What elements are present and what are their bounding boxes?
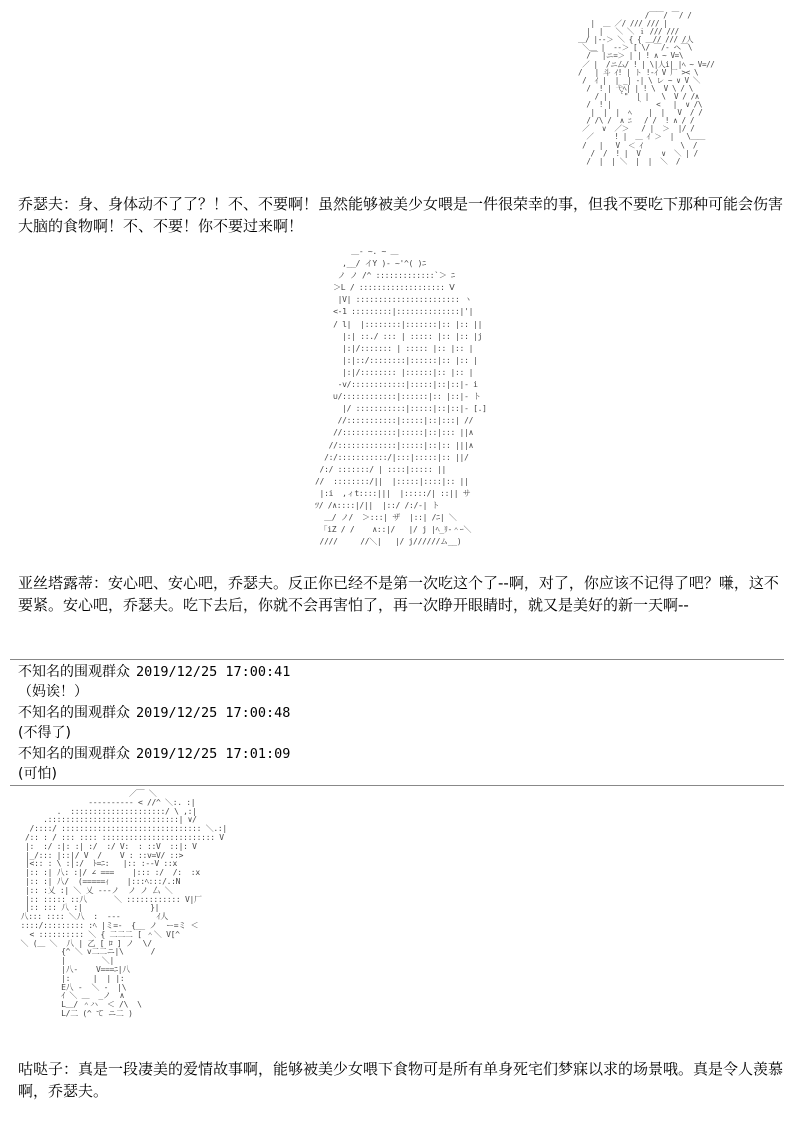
comment-item [18,703,290,744]
dialogue-joseph: 乔瑟夫：身、身体动不了了？！不、不要啊！虽然能够被美少女喂是一件很荣幸的事，但我不要吃下那种可能会伤害大脑的食物啊！不、不要！你不要过来啊！ [18,195,784,235]
comment-user: 不知名的围观群众 [18,705,130,721]
comment-user: 不知名的围观群众 [18,664,130,680]
comment-text: (可怕) [18,766,57,782]
comment-item [18,744,290,785]
ascii-art-top-character: /￣￣/ ￣/ / | ＿ ／/ /// /// | | | ＼ ＼ ｉ /// /// ＿/ |--＞ ＼ { { ＿// /// /人 ＼＿ | --＞ [ \/ ￣/- ヘ￣\ /￣ |ニ=＞ | | ! ∧ ~ V=\ ／ | /ニ厶/ ! | \|人i| |ﾍ ~ V=// / | 斗 ｲ! | ト !-ｲ V 厂 >< \ / ｲ | | _| -| \ レ ~ ∨ V ＼ / ! | 弋ﾍ| | ! \ V \ / \ / | `" | | \ V / /∧ / ! | ｀ < | ∨ /\ | | | ﾍ | | V / / / /\ / ∧ ﾆ / / ! ∧ / / ／ ∨ ／＞ / | ＞ |/ / ／ ! | ＿ ｲ ＞ | \＿＿ / | V ＜ ｲ \ / / / ! | V ∨ ＼ | / / | | ＼ | | ＼ / [578,11,715,166]
comment-time: 2019/12/25 17:00:41 [136,664,291,680]
comment-user: 不知名的围观群众 [18,746,130,762]
ascii-art-astolfo-figure: ＿- ~. ~ ＿ ,__/ イY )- ~'^( )ﾆ ノ ノ /^ :::::::::::::`＞ ﾆ ＞L / ::::::::::::::::::: Ⅴ |V| ::::::::::::::::::::::: ヽ <-1 :::::::::|::::::::::::::|'| / l| |::::::::|:::::::|:: |:: || |:| ::./ ::: | ::::: |:: |:: |j |:|/::::::: | ::::: |:: |:: | |:|::/::::::::|::::::|:: |:: | |:|/:::::::: |::::::|:: |:: | -v/::::::::::::|:::::|::|::|- i ∪/::::::::::::|::::::|:: |::|- ト |/ :::::::::::|:::::|::|::|- [.] //:::::::::::|:::::|::|:::| // //::::::::::::|:::::|::|::: ||∧ //:::::::::::::|:::::|::|:: |||∧ /:/:::::::::::/|:::|:::::|:: ||/ /:/ :::::::/ | ::::|::::: || // ::::::::/|| |:::::|::::|:: || |:i ,ィt::::||| |:::::/| ::|| サ ﾂ/ /∧::::|/|| |::/ /:/-| ト ＿/ ノ/ ＞:::| ザ |::| /ﾆ| ＼ 「iZ / / ∧::|/ |/ j |ﾍ_ﾘ-＾ｰ＼ //// //＼| |/ j//////ム__) [315,247,487,547]
comment-text: (不得了) [18,725,71,741]
divider-bottom [10,785,784,786]
comment-meta [18,703,290,723]
comment-time: 2019/12/25 17:00:48 [136,705,291,721]
comment-meta [18,744,290,764]
dialogue-astarte: 亚丝塔露蒂：安心吧、安心吧，乔瑟夫。反正你已经不是第一次吃这个了--啊，对了，你应该不记得了吧？嗛，这不要紧。安心吧，乔瑟夫。吃下去后，你就不会再害怕了，再一次睁开眼睛时，就又是美好的新一天啊-- [18,574,779,614]
comment-text: （妈诶！） [18,684,88,700]
comment-item [18,662,290,703]
comment-list [18,662,290,785]
comment-meta [18,662,290,682]
ascii-art-gudako: ／￣ ＼ ---------- < //^ ＼:. :| . :::::::::::::::::::::/ \ ,:| .:::::::::::::::::::::::::::::| ∨/ /::::/ ::::::::::::::::::::::::::::::: ＼.:| /:: : / ::: :::: ::::::::::::::::::::::::: V |: :/ :|: :| :/ :/ V: : ::V ::|: V |_/::: |::|/ V / V : ::v=V/ ::> |<:: : \ :|:/ ﾄ=ﾆ: |:: :--V ::x |:: :| 八: :|/ ∠ === |::: :/ /: :x |:: :| 八/ (=====ｨ |:::ﾍ:::/.:N |:: :乂 :| ＼ 乂 ---ノ ノ ノ 厶 ＼ |:: ::::: ::八 ＼ :::::::::::: V|厂 |:: ::: 八 :| }| 八::: :::: ＼八 : --- ｲ人 ::::/::::::::: :ﾍ |ミ=- {__ ノ ー=ミ ＜ < :::::::::: ＼ { 二二二 [ ＾＼ V[^ ＼ (＿ ＼ 八 | 乙 [ ﾛ ] ノ \/ {^ ＼ v二二ニ|\ / | ＼| |八- V===ﾆ|八 |: | | |: E八 - ＼ - |\ ｲ ＼ ＿ _ノ ∧ L＿/ ＾ハ ＜ /\ \ L/二 (^ て ニ二 ) [20,789,227,1018]
dialogue-gudako: 咕哒子：真是一段凄美的爱情故事啊，能够被美少女喂下食物可是所有单身死宅们梦寐以求的场景哦。真是令人羡慕啊，乔瑟夫。 [18,1060,784,1100]
comment-time: 2019/12/25 17:01:09 [136,746,291,762]
divider-top [10,659,784,660]
